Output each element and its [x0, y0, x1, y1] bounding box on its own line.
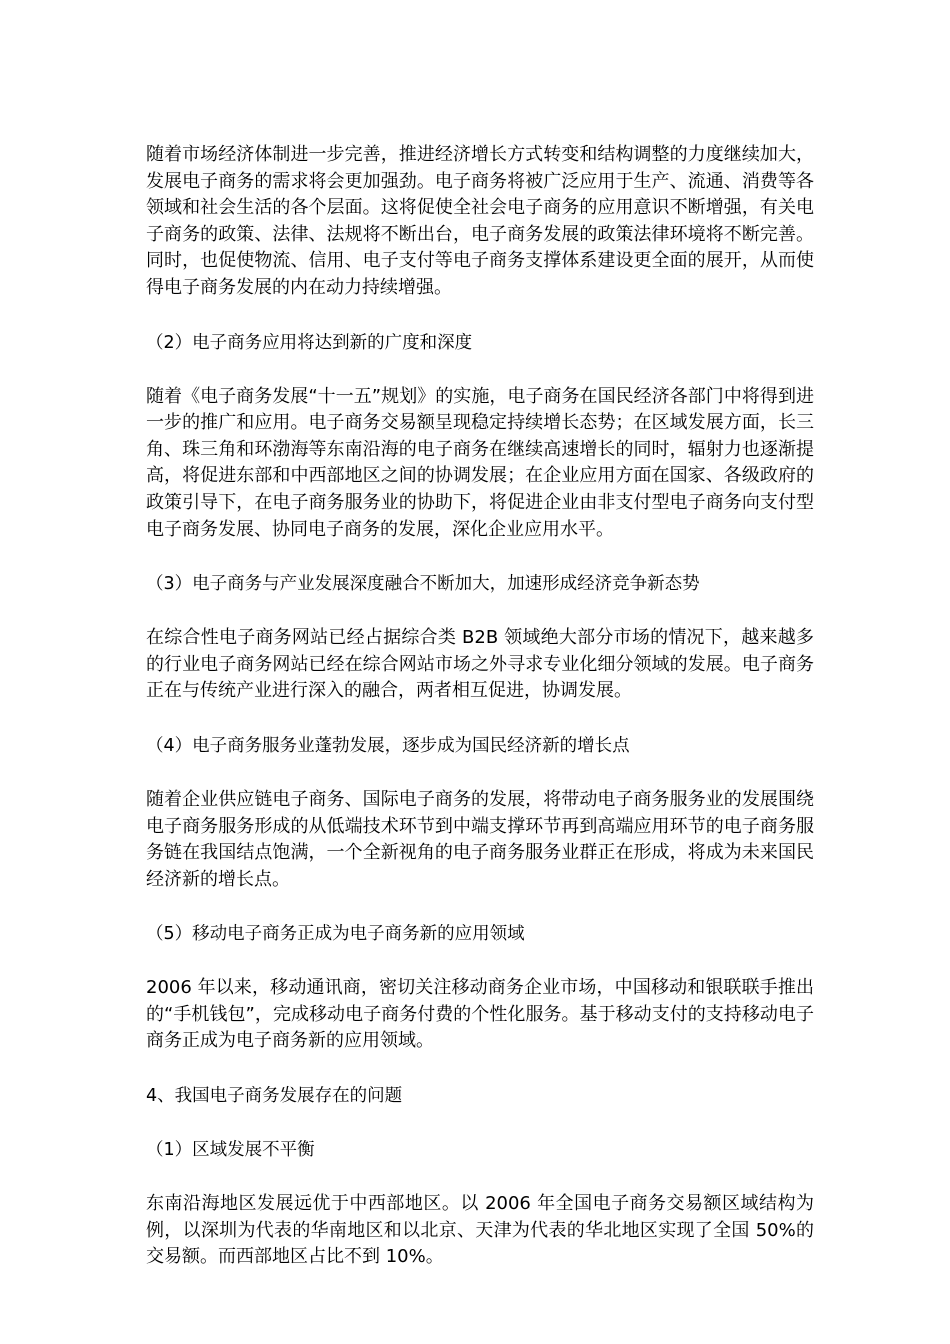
paragraph-section-5: 2006 年以来，移动通讯商，密切关注移动商务企业市场，中国移动和银联联手推出的“手机钱包”，完成移动电子商务付费的个性化服务。基于移动支付的支持移动电子商务正成为电子商务新的应用领域。	[146, 977, 814, 1052]
heading-section-5: （5）移动电子商务正成为电子商务新的应用领域	[146, 924, 525, 945]
heading-section-4: （4）电子商务服务业蓬勃发展，逐步成为国民经济新的增长点	[146, 735, 630, 756]
paragraph-section-3: 在综合性电子商务网站已经占据综合类 B2B 领域绝大部分市场的情况下，越来越多的行业电子商务网站已经在综合网站市场之外寻求专业化细分领域的发展。电子商务正在与传统产业进行深入的融合，两者相互促进，协调发展。	[146, 627, 814, 702]
document-body	[146, 142, 814, 1271]
heading-problem-1: （1）区域发展不平衡	[146, 1140, 315, 1161]
heading-section-3: （3）电子商务与产业发展深度融合不断加大，加速形成经济竞争新态势	[146, 574, 700, 595]
paragraph-ecommerce-outlook: 随着市场经济体制进一步完善，推进经济增长方式转变和结构调整的力度继续加大，发展电子商务的需求将会更加强劲。电子商务将被广泛应用于生产、流通、消费等各领域和社会生活的各个层面。这将促使全社会电子商务的应用意识不断增强，有关电子商务的政策、法律、法规将不断出台，电子商务发展的政策法律环境将不断完善。同时，也促使物流、信用、电子支付等电子商务支撑体系建设更全面的展开，从而使得电子商务发展的内在动力持续增强。	[146, 144, 814, 298]
heading-problems: 4、我国电子商务发展存在的问题	[146, 1086, 403, 1107]
paragraph-section-4: 随着企业供应链电子商务、国际电子商务的发展，将带动电子商务服务业的发展围绕电子商务服务形成的从低端技术环节到中端支撑环节再到高端应用环节的电子商务服务链在我国结点饱满，一个全新视角的电子商务服务业群正在形成，将成为未来国民经济新的增长点。	[146, 788, 814, 890]
paragraph-section-2: 随着《电子商务发展“十一五”规划》的实施，电子商务在国民经济各部门中将得到进一步的推广和应用。电子商务交易额呈现稳定持续增长态势；在区域发展方面，长三角、珠三角和环渤海等东南沿海的电子商务在继续高速增长的同时，辐射力也逐渐提高，将促进东部和中西部地区之间的协调发展；在企业应用方面在国家、各级政府的政策引导下，在电子商务服务业的协助下，将促进企业由非支付型电子商务向支付型电子商务发展、协同电子商务的发展，深化企业应用水平。	[146, 385, 814, 540]
paragraph-problem-1: 东南沿海地区发展远优于中西部地区。以 2006 年全国电子商务交易额区域结构为例，以深圳为代表的华南地区和以北京、天津为代表的华北地区实现了全国 50%的交易额。而西部地区占比不到 10%。	[146, 1193, 814, 1268]
heading-section-2: （2）电子商务应用将达到新的广度和深度	[146, 332, 473, 353]
